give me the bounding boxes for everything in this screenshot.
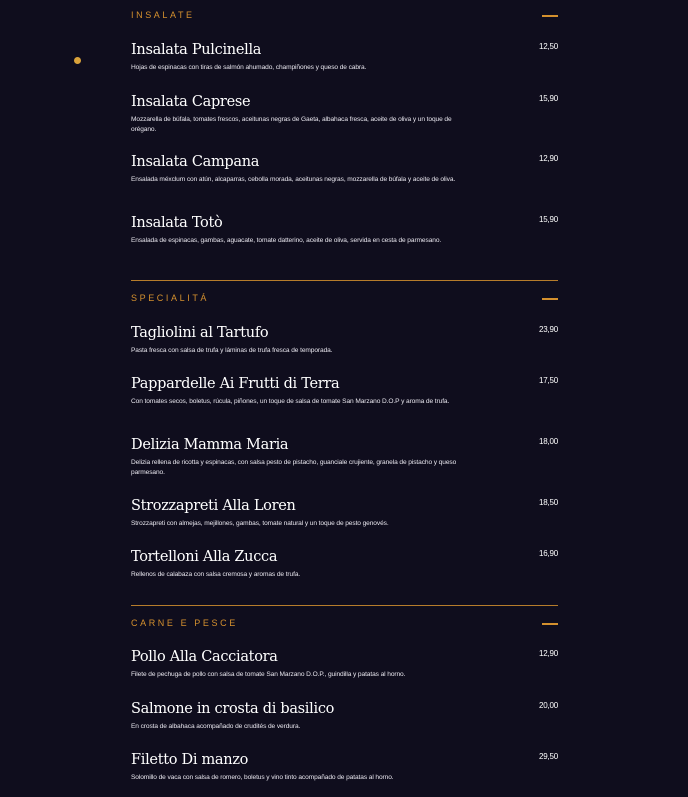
menu-item — [131, 92, 558, 135]
menu-item — [131, 323, 558, 356]
item-description: Con tomates secos, boletus, rúcula, piñones, un toque de salsa de tomate San Marzano D.O.P y aroma de trufa. — [131, 398, 450, 405]
menu-item — [131, 699, 558, 732]
menu-item — [131, 374, 558, 407]
menu-item — [131, 435, 558, 478]
item-name: Tortelloni Alla Zucca — [131, 549, 278, 565]
item-description: Solomillo de vaca con salsa de romero, boletus y vino tinto acompañado de patatas al horno. — [131, 774, 394, 781]
item-name: Pappardelle Ai Frutti di Terra — [131, 376, 340, 392]
item-name: Insalata Campana — [131, 154, 260, 170]
collapse-icon[interactable] — [542, 15, 558, 17]
item-description: Mozzarella de búfala, tomates frescos, aceitunas negras de Gaeta, albahaca fresca, aceite de oliva y un toque de orégano. — [131, 116, 452, 133]
item-price: 20,00 — [538, 701, 558, 710]
item-name: Insalata Totò — [131, 215, 223, 231]
collapse-icon[interactable] — [542, 623, 558, 625]
item-description: En crosta de albahaca acompañado de crudités de verdura. — [131, 723, 301, 730]
item-price: 18,50 — [538, 498, 558, 507]
section-header[interactable] — [131, 0, 558, 30]
section-title: SPECIALITÁ — [131, 293, 210, 303]
item-description: Delizia rellena de ricotta y espinacas, con salsa pesto de pistacho, guanciale crujiente, granela de pistacho y queso parmesano. — [131, 459, 457, 476]
section-divider — [131, 605, 558, 606]
menu-item — [131, 496, 558, 529]
section-specialita — [131, 283, 558, 578]
item-price: 12,50 — [538, 42, 558, 51]
item-name: Strozzapreti Alla Loren — [131, 498, 296, 514]
item-price: 23,90 — [538, 325, 558, 334]
item-price: 18,00 — [538, 437, 558, 446]
menu-item — [131, 647, 558, 680]
section-title: INSALATE — [131, 10, 195, 20]
item-price: 15,90 — [538, 215, 558, 224]
item-price: 29,50 — [538, 752, 558, 761]
item-price: 16,90 — [538, 549, 558, 558]
item-name: Tagliolini al Tartufo — [131, 325, 269, 341]
item-price: 17,50 — [538, 376, 558, 385]
section-carne-e-pesce — [131, 608, 558, 781]
item-name: Delizia Mamma Maria — [131, 437, 289, 453]
section-title: CARNE E PESCE — [131, 618, 238, 628]
menu-item — [131, 152, 558, 185]
item-description: Rellenos de calabaza con salsa cremosa y aromas de trufa. — [131, 571, 301, 578]
item-name: Filetto Di manzo — [131, 752, 249, 768]
section-header[interactable] — [131, 608, 558, 638]
item-name: Pollo Alla Cacciatora — [131, 649, 278, 665]
item-description: Pasta fresca con salsa de trufa y láminas de trufa fresca de temporada. — [131, 347, 333, 354]
item-name: Salmone in crosta di basilico — [131, 701, 335, 717]
section-divider — [131, 280, 558, 281]
menu-item — [131, 547, 558, 580]
menu-item — [131, 40, 558, 73]
item-price: 15,90 — [538, 94, 558, 103]
item-description: Ensalada méxclum con atún, alcaparras, cebolla morada, aceitunas negras, mozzarella de búfala y aceite de oliva. — [131, 176, 456, 183]
item-price: 12,90 — [538, 154, 558, 163]
collapse-icon[interactable] — [542, 298, 558, 300]
item-description: Strozzapreti con almejas, mejillones, gambas, tomate natural y un toque de pesto genovés. — [131, 520, 389, 527]
item-name: Insalata Pulcinella — [131, 42, 262, 58]
item-description: Hojas de espinacas con tiras de salmón ahumado, champiñones y queso de cabra. — [131, 64, 367, 71]
menu-item — [131, 750, 558, 783]
menu-item — [131, 213, 558, 246]
item-price: 12,90 — [538, 649, 558, 658]
item-description: Ensalada de espinacas, gambas, aguacate, tomate datterino, aceite de oliva, servida en cesta de parmesano. — [131, 237, 442, 244]
section-insalate — [131, 0, 558, 244]
item-description: Filete de pechuga de pollo con salsa de tomate San Marzano D.O.P., guindilla y patatas al horno. — [131, 671, 406, 678]
item-name: Insalata Caprese — [131, 94, 251, 110]
decorative-dot — [74, 57, 81, 64]
section-header[interactable] — [131, 283, 558, 313]
